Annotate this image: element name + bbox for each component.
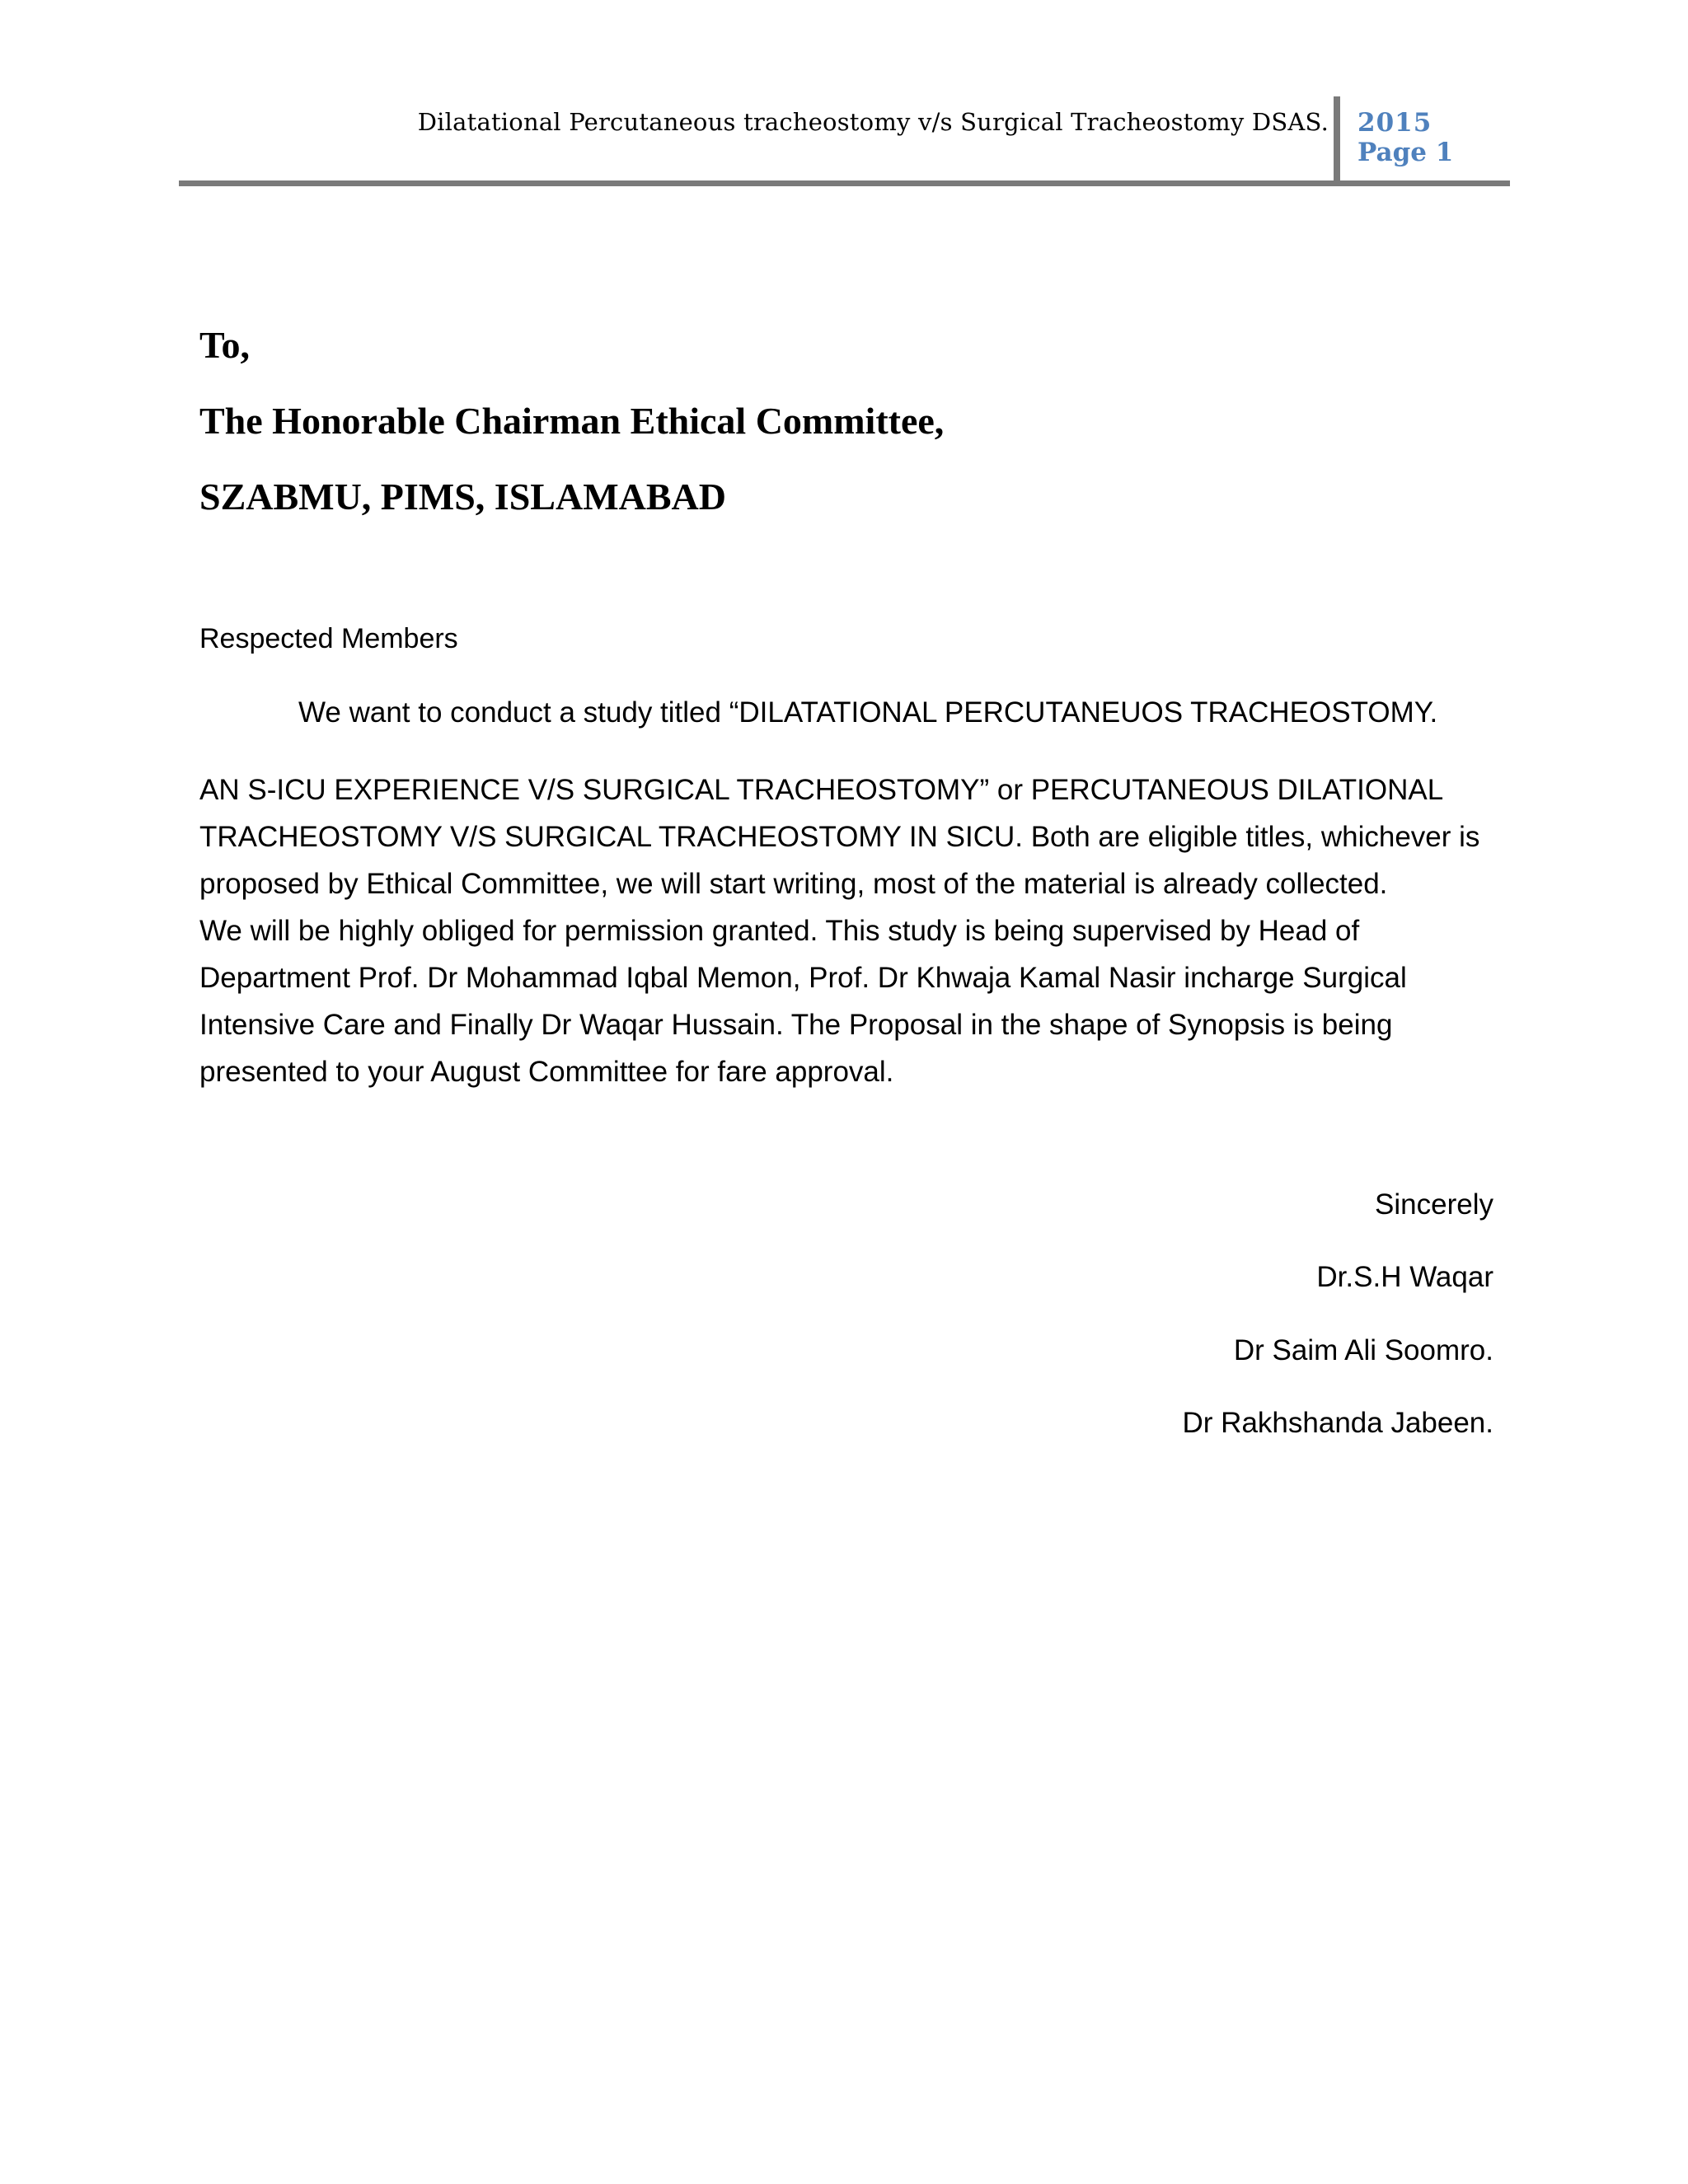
salutation: Respected Members — [199, 623, 458, 654]
body-line: Department Prof. Dr Mohammad Iqbal Memon, Prof. Dr Khwaja Kamal Nasir incharge Surgical — [199, 962, 1407, 994]
signatory: Dr.S.H Waqar — [1316, 1261, 1493, 1293]
signatory: Dr Saim Ali Soomro. — [1233, 1334, 1493, 1366]
body-line: We will be highly obliged for permission granted. This study is being supervised by Head of — [199, 915, 1360, 947]
page-header — [179, 95, 1510, 185]
header-year: 2015 — [1357, 108, 1432, 138]
body-line: TRACHEOSTOMY V/S SURGICAL TRACHEOSTOMY IN SICU. Both are eligible titles, whichever is — [199, 821, 1480, 853]
body-line: Intensive Care and Finally Dr Waqar Hussain. The Proposal in the shape of Synopsis is being — [199, 1009, 1393, 1041]
header-rule — [179, 180, 1510, 186]
header-divider — [1334, 96, 1340, 182]
recipient-institution: SZABMU, PIMS, ISLAMABAD — [199, 476, 726, 518]
closing: Sincerely — [1375, 1188, 1493, 1221]
header-title: Dilatational Percutaneous tracheostomy v/s Surgical Tracheostomy DSAS. — [417, 108, 1329, 136]
body-line: AN S-ICU EXPERIENCE V/S SURGICAL TRACHEOSTOMY” or PERCUTANEOUS DILATIONAL — [199, 774, 1444, 806]
recipient-title: The Honorable Chairman Ethical Committee, — [199, 400, 945, 442]
body-first-line: We want to conduct a study titled “DILATATIONAL PERCUTANEUOS TRACHEOSTOMY. — [298, 696, 1438, 729]
body-line: proposed by Ethical Committee, we will start writing, most of the material is already collected. — [199, 868, 1388, 900]
signatory: Dr Rakhshanda Jabeen. — [1182, 1407, 1493, 1439]
header-page-number: Page 1 — [1357, 138, 1454, 167]
body-line: presented to your August Committee for fare approval. — [199, 1056, 894, 1088]
body-paragraph — [199, 766, 1518, 1095]
recipient-to: To, — [199, 324, 250, 366]
